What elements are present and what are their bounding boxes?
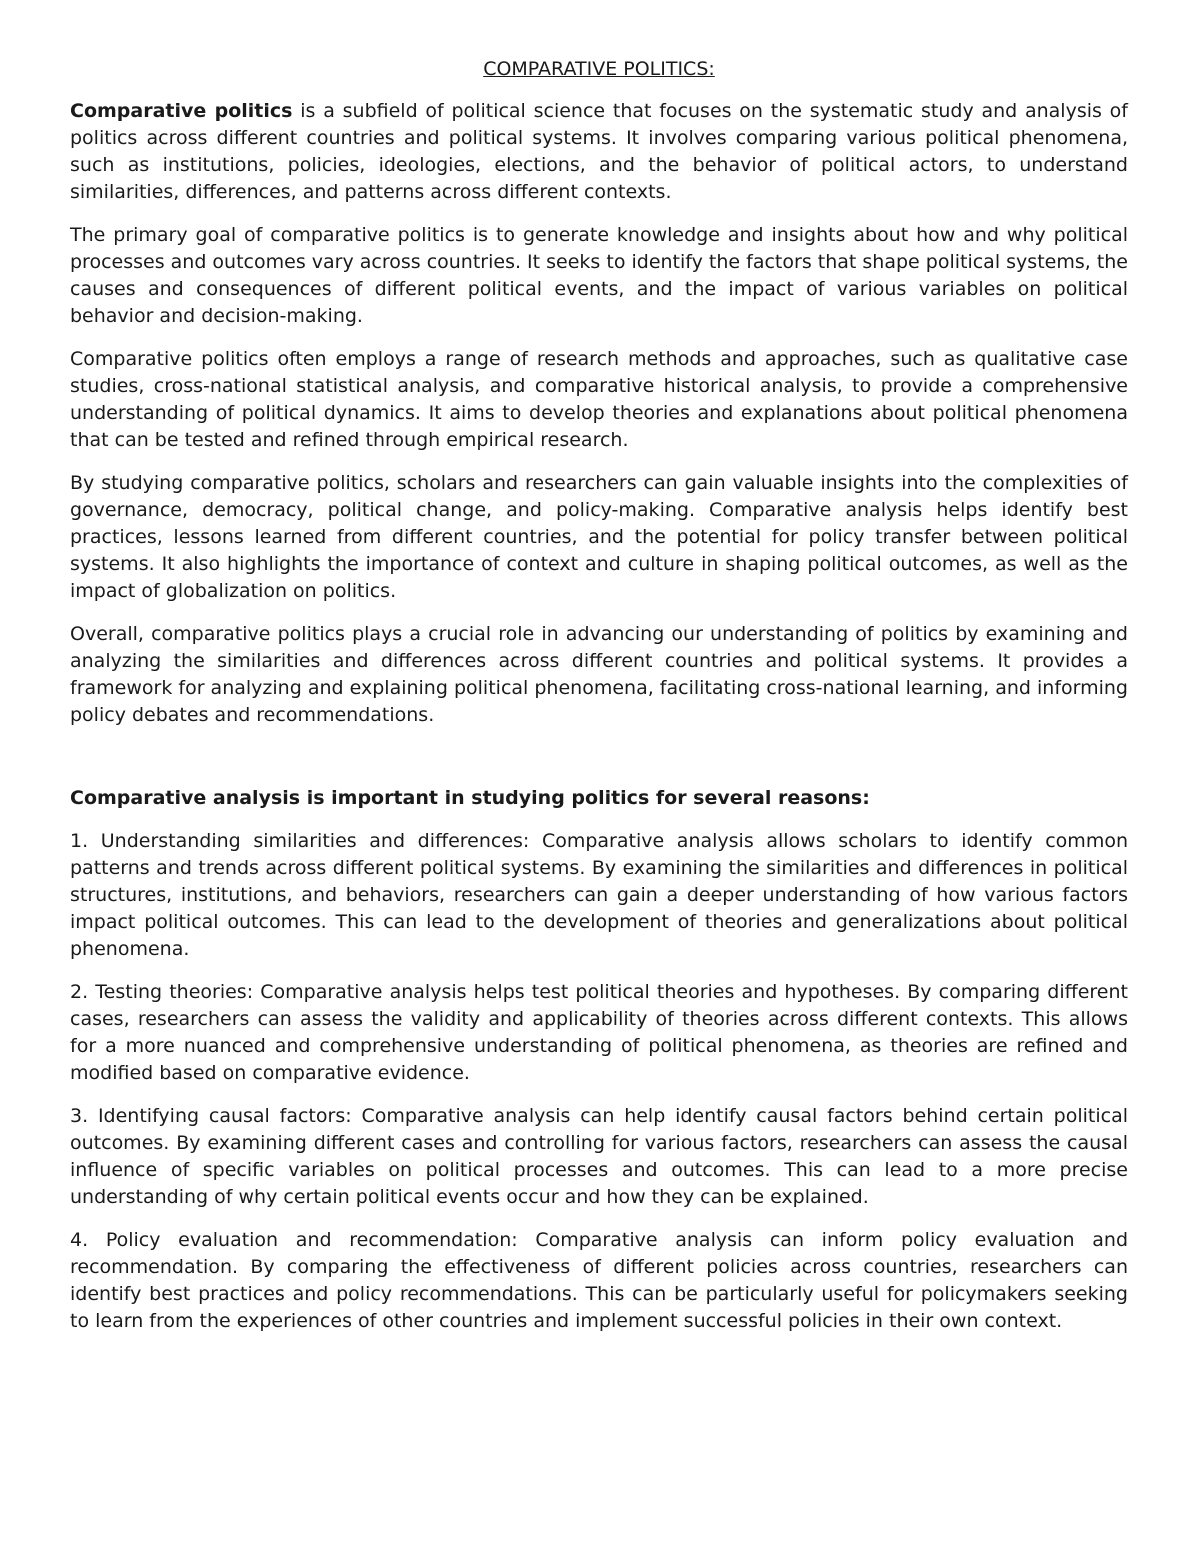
intro-paragraph: [70, 98, 1128, 206]
body-paragraph: The primary goal of comparative politics is to generate knowledge and insights about how and why political processes and outcomes vary across countries. It seeks to identify the factors that shape political systems, the causes and consequences of different political events, and the impact of various variables on political behavior and decision-making.: [70, 224, 1128, 327]
section-heading: Comparative analysis is important in studying politics for several reasons:: [70, 787, 870, 809]
document-title: COMPARATIVE POLITICS:: [483, 58, 715, 80]
intro-text: is a subfield of political science that focuses on the systematic study and analysis of politics across different countries and political systems. It involves comparing various political phenomena, such as institutions, policies, ideologies, elections, and the behavior of political actors, to understand similarities, differences, and patterns across different contexts.: [70, 100, 1128, 203]
body-paragraph: By studying comparative politics, scholars and researchers can gain valuable insights into the complexities of governance, democracy, political change, and policy-making. Comparative analysis helps identify best practices, lessons learned from different countries, and the potential for policy transfer between political systems. It also highlights the importance of context and culture in shaping political outcomes, as well as the impact of globalization on politics.: [70, 472, 1128, 602]
reason-paragraph: 3. Identifying causal factors: Comparative analysis can help identify causal factors behind certain political outcomes. By examining different cases and controlling for various factors, researchers can assess the causal influence of specific variables on political processes and outcomes. This can lead to a more precise understanding of why certain political events occur and how they can be explained.: [70, 1105, 1128, 1208]
intro-term: Comparative politics: [70, 100, 293, 122]
reason-paragraph: 2. Testing theories: Comparative analysis helps test political theories and hypotheses. By comparing different cases, researchers can assess the validity and applicability of theories across different contexts. This allows for a more nuanced and comprehensive understanding of political phenomena, as theories are refined and modified based on comparative evidence.: [70, 981, 1128, 1084]
body-paragraph: Comparative politics often employs a range of research methods and approaches, such as qualitative case studies, cross-national statistical analysis, and comparative historical analysis, to provide a comprehensive understanding of political dynamics. It aims to develop theories and explanations about political phenomena that can be tested and refined through empirical research.: [70, 348, 1128, 451]
body-paragraph: Overall, comparative politics plays a crucial role in advancing our understanding of politics by examining and analyzing the similarities and differences across different countries and political systems. It provides a framework for analyzing and explaining political phenomena, facilitating cross-national learning, and informing policy debates and recommendations.: [70, 623, 1128, 726]
reason-paragraph: 4. Policy evaluation and recommendation: Comparative analysis can inform policy evaluation and recommendation. By comparing the effectiveness of different policies across countries, researchers can identify best practices and policy recommendations. This can be particularly useful for policymakers seeking to learn from the experiences of other countries and implement successful policies in their own context.: [70, 1229, 1128, 1332]
reason-paragraph: 1. Understanding similarities and differences: Comparative analysis allows scholars to identify common patterns and trends across different political systems. By examining the similarities and differences in political structures, institutions, and behaviors, researchers can gain a deeper understanding of how various factors impact political outcomes. This can lead to the development of theories and generalizations about political phenomena.: [70, 830, 1128, 960]
document-page: [70, 56, 1128, 1351]
